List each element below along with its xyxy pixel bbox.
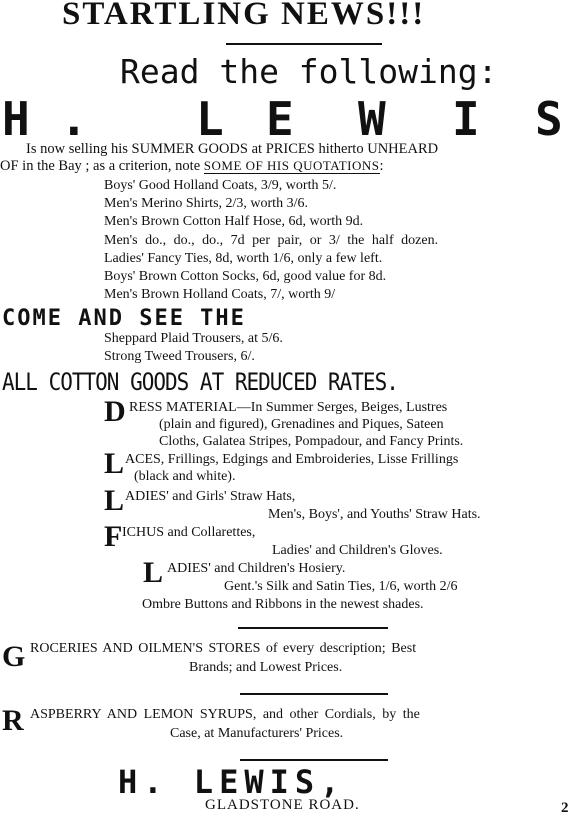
quotation-item: Men's do., do., do., 7d per pair, or 3/ the half dozen. — [104, 233, 439, 248]
laces-line-1: ACES, Frillings, Edgings and Embroideries, Lisse Frillings — [125, 452, 459, 467]
merchant-letter-l: L — [196, 92, 224, 146]
headline: STARTLING NEWS!!! — [62, 0, 426, 32]
quotation-item: Men's Merino Shirts, 2/3, worth 3/6. — [104, 196, 308, 211]
intro-line-2: OF in the Bay ; as a criterion, note SOME OF HIS QUOTATIONS: — [0, 158, 384, 174]
quotation-item: Boys' Brown Cotton Socks, 6d, good value for 8d. — [104, 269, 387, 284]
groceries-line-1: ROCERIES AND OILMEN'S STORES of every description; Best — [30, 641, 417, 656]
fichus-dropcap: F — [104, 520, 123, 553]
footer-merchant-name: H. LEWIS, — [118, 763, 346, 801]
rule-raspberry — [240, 693, 388, 695]
fichus-line-2: Ladies' and Children's Gloves. — [272, 543, 443, 558]
dress-line-1: RESS MATERIAL—In Summer Serges, Beiges, Lustres — [129, 400, 448, 415]
merchant-letter-e: E — [266, 92, 294, 146]
ladies-hosiery-dropcap: L — [143, 556, 164, 589]
raspberry-dropcap: R — [2, 704, 24, 737]
merchant-dot: . — [60, 92, 88, 146]
merchant-letter-w: W — [358, 92, 386, 146]
quotations-heading: SOME OF HIS QUOTATIONS — [203, 158, 380, 173]
raspberry-line-1: ASPBERRY AND LEMON SYRUPS, and other Cordials, by the — [30, 707, 420, 722]
subheadline: Read the following: — [120, 52, 498, 91]
fichus-line-1: ICHUS and Collarettes, — [122, 525, 256, 540]
laces-line-2: (black and white). — [134, 469, 236, 484]
dress-dropcap: D — [104, 395, 126, 428]
dress-line-3: Cloths, Galatea Stripes, Pompadour, and Fancy Prints. — [159, 434, 464, 449]
ladies-hosiery-line-1: ADIES' and Children's Hosiery. — [167, 561, 346, 576]
trousers-item: Strong Tweed Trousers, 6/. — [104, 349, 255, 364]
merchant-letter-s: S — [535, 92, 563, 146]
quotation-item: Ladies' Fancy Ties, 8d, worth 1/6, only a few left. — [104, 251, 383, 266]
raspberry-line-2: Case, at Manufacturers' Prices. — [170, 726, 344, 741]
quotation-item: Boys' Good Holland Coats, 3/9, worth 5/. — [104, 178, 337, 193]
rule-groceries — [238, 627, 388, 629]
come-and-see-heading: COME AND SEE THE — [2, 306, 246, 331]
intro-line-1: Is now selling his SUMMER GOODS at PRICES hitherto UNHEARD — [26, 141, 439, 157]
page-number: 2 — [561, 800, 569, 816]
laces-dropcap: L — [104, 447, 125, 480]
rule-footer — [240, 759, 388, 761]
all-cotton-heading: ALL COTTON GOODS AT REDUCED RATES. — [2, 368, 398, 396]
ladies-hosiery-line-2: Gent.'s Silk and Satin Ties, 1/6, worth 2/6 — [224, 579, 458, 594]
trousers-item: Sheppard Plaid Trousers, at 5/6. — [104, 331, 283, 346]
groceries-line-2: Brands; and Lowest Prices. — [189, 660, 343, 675]
ombre-line: Ombre Buttons and Ribbons in the newest shades. — [142, 597, 424, 612]
ladies-hats-line-1: ADIES' and Girls' Straw Hats, — [125, 489, 296, 504]
groceries-dropcap: G — [2, 640, 26, 673]
merchant-letter-i: I — [452, 92, 480, 146]
quotation-item: Men's Brown Holland Coats, 7/, worth 9/ — [104, 287, 336, 302]
dress-line-2: (plain and figured), Grenadines and Piques, Sateen — [159, 417, 444, 432]
merchant-letter-h: H — [2, 92, 30, 146]
quotation-item: Men's Brown Cotton Half Hose, 6d, worth 9d. — [104, 214, 364, 229]
rule-top — [226, 43, 382, 45]
ladies-hats-line-2: Men's, Boys', and Youths' Straw Hats. — [268, 507, 481, 522]
ladies-hats-dropcap: L — [104, 484, 125, 517]
footer-address: GLADSTONE ROAD. — [205, 797, 360, 813]
